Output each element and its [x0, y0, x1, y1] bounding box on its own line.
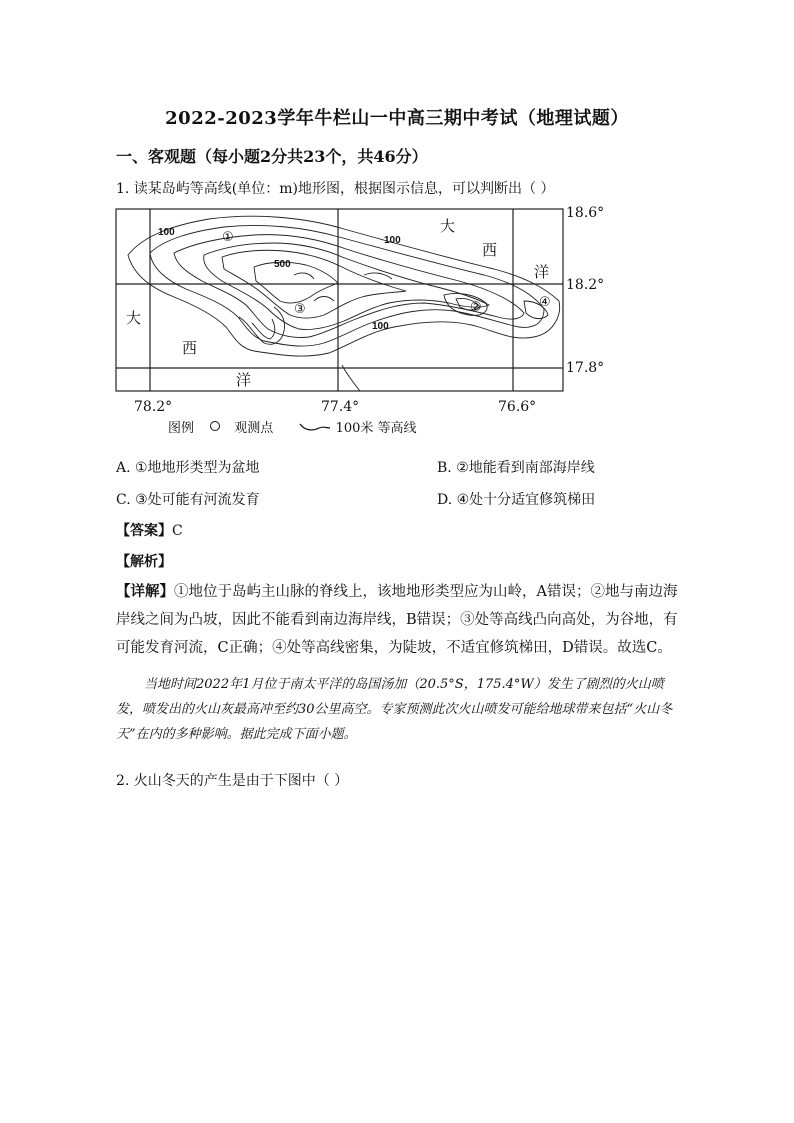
contour-line-icon	[299, 422, 331, 432]
marker-3: ③	[294, 302, 306, 317]
legend-point-label: 观测点	[234, 421, 274, 436]
contour-label-500: 500	[274, 259, 291, 270]
lon-label-3: 76.6°	[498, 399, 537, 415]
marker-1: ①	[222, 230, 234, 245]
sea-char-2: 西	[482, 241, 498, 259]
question-1-stem: 1. 读某岛屿等高线(单位：m)地形图，根据图示信息，可以判断出（ ）	[116, 181, 555, 197]
answer-line	[116, 520, 183, 540]
contour-map	[114, 205, 654, 415]
sea-char-3: 洋	[534, 263, 550, 281]
question-2-stem: 2. 火山冬天的产生是由于下图中（ ）	[116, 773, 349, 789]
contour-label-100-south: 100	[372, 321, 389, 332]
passage-paragraph: 当地时间2022年1月位于南太平洋的岛国汤加（20.5°S，175.4°W）发生了剧烈的火山喷发，喷发出的火山灰最高冲至约30公里高空。专家预测此次火山喷发可能给地球带来包括“火山冬天”在内的多种影响。据此完成下面小题。	[116, 677, 673, 742]
page-title: 2022-2023学年牛栏山一中高三期中考试（地理试题）	[165, 108, 629, 129]
contour-label-100-north: 100	[384, 235, 401, 246]
detail-text: ①地位于岛屿主山脉的脊线上，该地地形类型应为山岭，A错误；②地与南边海岸线之间为凸坡，因此不能看到南边海岸线，B错误；③处等高线凸向高处，为谷地，有可能发育河流，C正确；④处等高线密集，为陡坡，不适宜修筑梯田，D错误。故选C。	[116, 584, 678, 656]
observation-point-icon	[210, 421, 220, 431]
option-b: B. ②地能看到南部海岸线	[437, 460, 595, 476]
sea-char-5: 西	[182, 339, 198, 357]
option-a: A. ①地地形类型为盆地	[116, 460, 260, 476]
lon-label-1: 78.2°	[134, 399, 173, 415]
option-d: D. ④处十分适宜修筑梯田	[437, 492, 596, 508]
map-frame	[116, 209, 563, 391]
lat-label-3: 17.8°	[566, 360, 605, 376]
section-heading: 一、客观题（每小题2分共23个，共46分）	[116, 147, 428, 166]
detail-paragraph	[116, 578, 681, 662]
marker-4: ④	[539, 295, 551, 310]
contour-label-100-west: 100	[158, 227, 175, 238]
map-legend	[168, 417, 417, 436]
option-c: C. ③处可能有河流发育	[116, 492, 260, 508]
sea-char-4: 大	[126, 309, 142, 327]
sea-char-6: 洋	[236, 371, 252, 389]
lon-label-2: 77.4°	[321, 399, 360, 415]
answer-label: 【答案】	[116, 523, 172, 539]
legend-prefix: 图例	[168, 421, 195, 436]
answer-value: C	[172, 523, 183, 539]
legend-contour-label: 100米 等高线	[335, 421, 417, 436]
marker-2: ②	[470, 300, 482, 315]
sea-char-1: 大	[440, 217, 456, 235]
lat-label-2: 18.2°	[566, 277, 605, 293]
detail-label: 【详解】	[116, 583, 174, 600]
lat-label-1: 18.6°	[566, 205, 605, 221]
analysis-label: 【解析】	[116, 554, 172, 570]
